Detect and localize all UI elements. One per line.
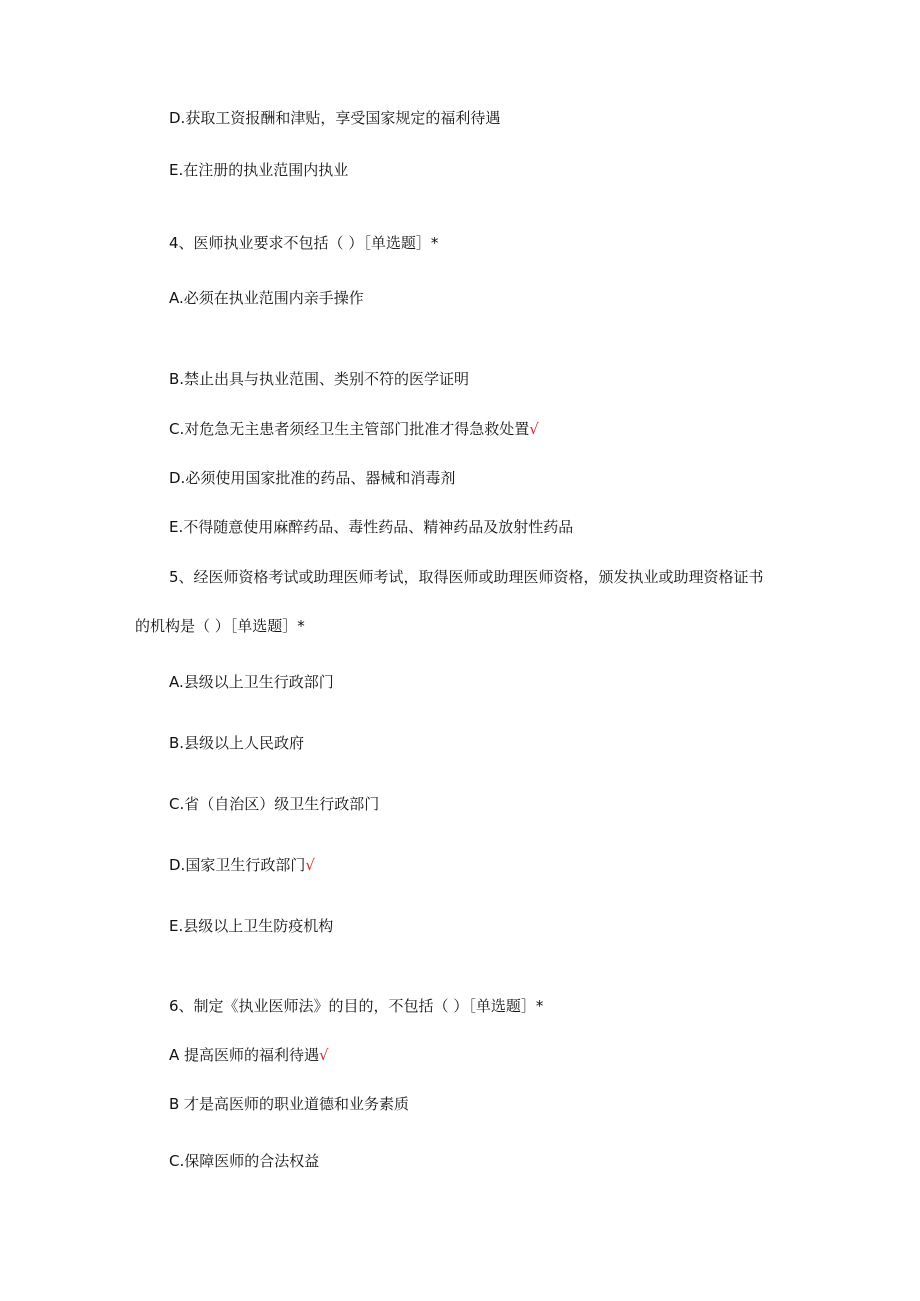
option-text: A.县级以上卫生行政部门	[169, 673, 334, 691]
question-line-continued	[135, 616, 305, 636]
option-text: D.必须使用国家批准的药品、器械和消毒剂	[169, 469, 456, 487]
option-line	[169, 419, 539, 439]
correct-check-mark: √	[305, 856, 315, 874]
option-line	[169, 733, 304, 753]
option-line	[169, 468, 455, 488]
option-line	[169, 672, 334, 692]
question-line	[169, 233, 438, 253]
option-line	[169, 1151, 319, 1171]
question-line	[169, 996, 543, 1016]
option-line	[169, 855, 315, 875]
question-text: 5、经医师资格考试或助理医师考试，取得医师或助理医师资格，颁发执业或助理资格证书	[169, 568, 764, 586]
option-text: E.在注册的执业范围内执业	[169, 161, 349, 179]
option-text: B.禁止出具与执业范围、类别不符的医学证明	[169, 370, 470, 388]
option-text: E.不得随意使用麻醉药品、毒性药品、精神药品及放射性药品	[169, 518, 574, 536]
option-text: A 提高医师的福利待遇	[169, 1046, 320, 1064]
option-line	[169, 916, 333, 936]
option-line	[169, 369, 469, 389]
question-text: 4、医师执业要求不包括（ ）［单选题］*	[169, 234, 439, 252]
option-text: B 才是高医师的职业道德和业务素质	[169, 1095, 410, 1113]
question-text: 6、制定《执业医师法》的目的，不包括（ ）［单选题］*	[169, 997, 544, 1015]
question-line	[169, 567, 764, 587]
option-text: B.县级以上人民政府	[169, 734, 305, 752]
option-line	[169, 288, 364, 308]
option-text: E.县级以上卫生防疫机构	[169, 917, 334, 935]
correct-check-mark: √	[319, 1046, 329, 1064]
question-text: 的机构是（ ）［单选题］*	[135, 617, 305, 635]
option-text: D.获取工资报酬和津贴，享受国家规定的福利待遇	[169, 109, 501, 127]
option-line	[169, 1045, 329, 1065]
option-line	[169, 794, 379, 814]
option-line	[169, 108, 500, 128]
option-line	[169, 1094, 409, 1114]
option-line	[169, 160, 348, 180]
option-text: D.国家卫生行政部门	[169, 856, 306, 874]
option-text: C.保障医师的合法权益	[169, 1152, 320, 1170]
option-text: C.对危急无主患者须经卫生主管部门批准才得急救处置	[169, 420, 530, 438]
option-text: A.必须在执业范围内亲手操作	[169, 289, 364, 307]
option-text: C.省（自治区）级卫生行政部门	[169, 795, 380, 813]
option-line	[169, 517, 573, 537]
correct-check-mark: √	[529, 420, 539, 438]
